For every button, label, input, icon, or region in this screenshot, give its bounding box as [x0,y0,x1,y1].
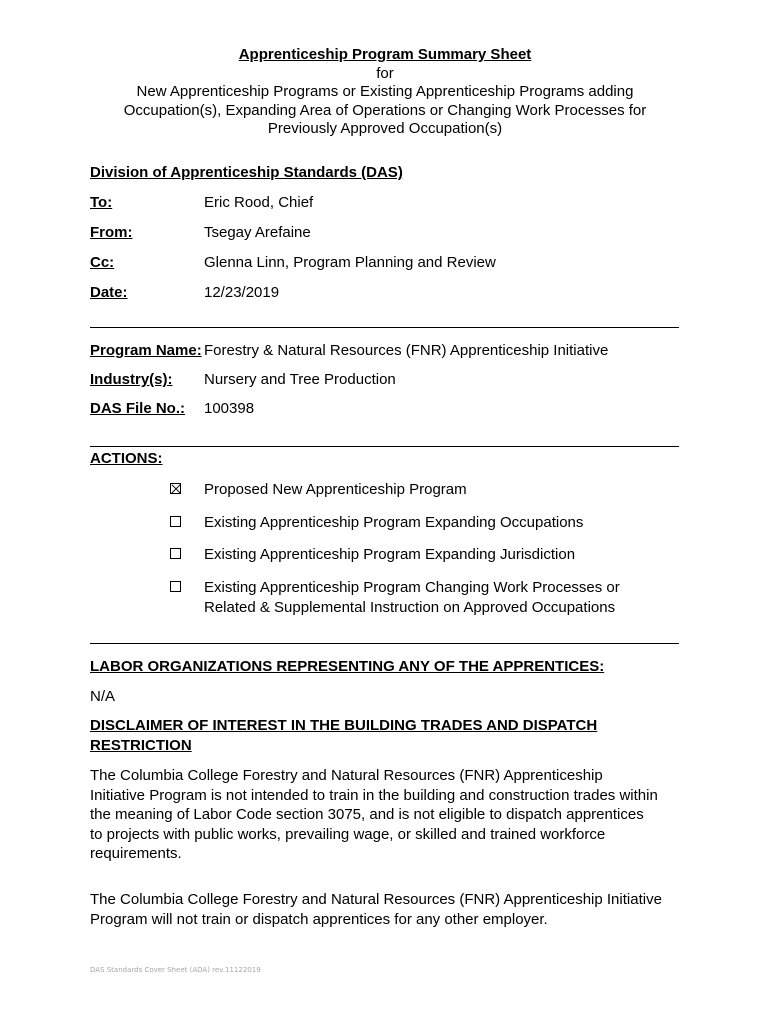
cc-label: Cc: [90,254,115,271]
from-value: Tsegay Arefaine [204,224,311,241]
from-label: From: [90,224,133,241]
to-label: To: [90,194,113,211]
to-value: Eric Rood, Chief [204,194,314,211]
action-checkbox-changing-work-processes[interactable] [170,581,181,592]
disclaimer-paragraph-1-line: to projects with public works, prevailing wage, or skilled and trained workforce [90,825,606,843]
divider-1 [90,327,679,328]
divider-2 [90,446,679,447]
disclaimer-paragraph-2-line: Program will not train or dispatch apprentices for any other employer. [90,910,548,928]
division-heading: Division of Apprenticeship Standards (DAS) [90,164,403,181]
action-label-expanding-jurisdiction: Existing Apprenticeship Program Expanding Jurisdiction [204,546,576,563]
disclaimer-paragraph-1-line: The Columbia College Forestry and Natural Resources (FNR) Apprenticeship [90,767,603,784]
disclaimer-paragraph-1 [90,766,680,864]
disclaimer-paragraph-1-line: requirements. [90,845,182,862]
actions-heading: ACTIONS: [90,450,163,467]
document-header [90,46,680,139]
footer-revision-note: DAS Standards Cover Sheet (ADA) rev.11122019 [90,966,261,974]
disclaimer-heading-line-2: RESTRICTION [90,737,192,754]
action-label-changing-work-processes-line-1: Existing Apprenticeship Program Changing Work Processes or [204,579,620,596]
header-subtitle-line-1: New Apprenticeship Programs or Existing Apprenticeship Programs adding [136,83,634,100]
header-for: for [376,64,394,82]
das-file-value: 100398 [204,400,255,417]
das-file-label: DAS File No.: [90,400,186,417]
divider-3 [90,643,679,644]
header-subtitle-line-3: Previously Approved Occupation(s) [267,120,503,137]
date-label: Date: [90,284,128,301]
disclaimer-paragraph-1-line: Initiative Program is not intended to train in the building and construction trades within [90,786,658,804]
action-checkbox-expanding-jurisdiction[interactable] [170,548,181,559]
disclaimer-paragraph-2-line: The Columbia College Forestry and Natural Resources (FNR) Apprenticeship Initiative [90,891,662,908]
header-subtitle-line-2: Occupation(s), Expanding Area of Operations or Changing Work Processes for [123,101,647,119]
action-label-new-program: Proposed New Apprenticeship Program [204,481,467,498]
industry-label: Industry(s): [90,371,173,388]
document-title: Apprenticeship Program Summary Sheet [238,46,532,63]
program-name-value: Forestry & Natural Resources (FNR) Apprenticeship Initiative [204,342,609,359]
action-label-changing-work-processes-line-2: Related & Supplemental Instruction on Approved Occupations [204,599,616,616]
labor-organizations-value: N/A [90,688,116,705]
disclaimer-paragraph-1-line: the meaning of Labor Code section 3075, and is not eligible to dispatch apprentices [90,806,644,823]
action-label-expanding-occupations: Existing Apprenticeship Program Expanding Occupations [204,514,584,531]
disclaimer-heading-line-1: DISCLAIMER OF INTEREST IN THE BUILDING TRADES AND DISPATCH [90,717,598,734]
date-value: 12/23/2019 [204,284,280,301]
action-checkbox-expanding-occupations[interactable] [170,516,181,527]
action-checkbox-new-program[interactable] [170,483,181,494]
industry-value: Nursery and Tree Production [204,371,396,388]
program-name-label: Program Name: [90,342,202,359]
labor-organizations-heading: LABOR ORGANIZATIONS REPRESENTING ANY OF THE APPRENTICES: [90,658,605,675]
cc-value: Glenna Linn, Program Planning and Review [204,254,496,271]
disclaimer-paragraph-2 [90,890,680,929]
